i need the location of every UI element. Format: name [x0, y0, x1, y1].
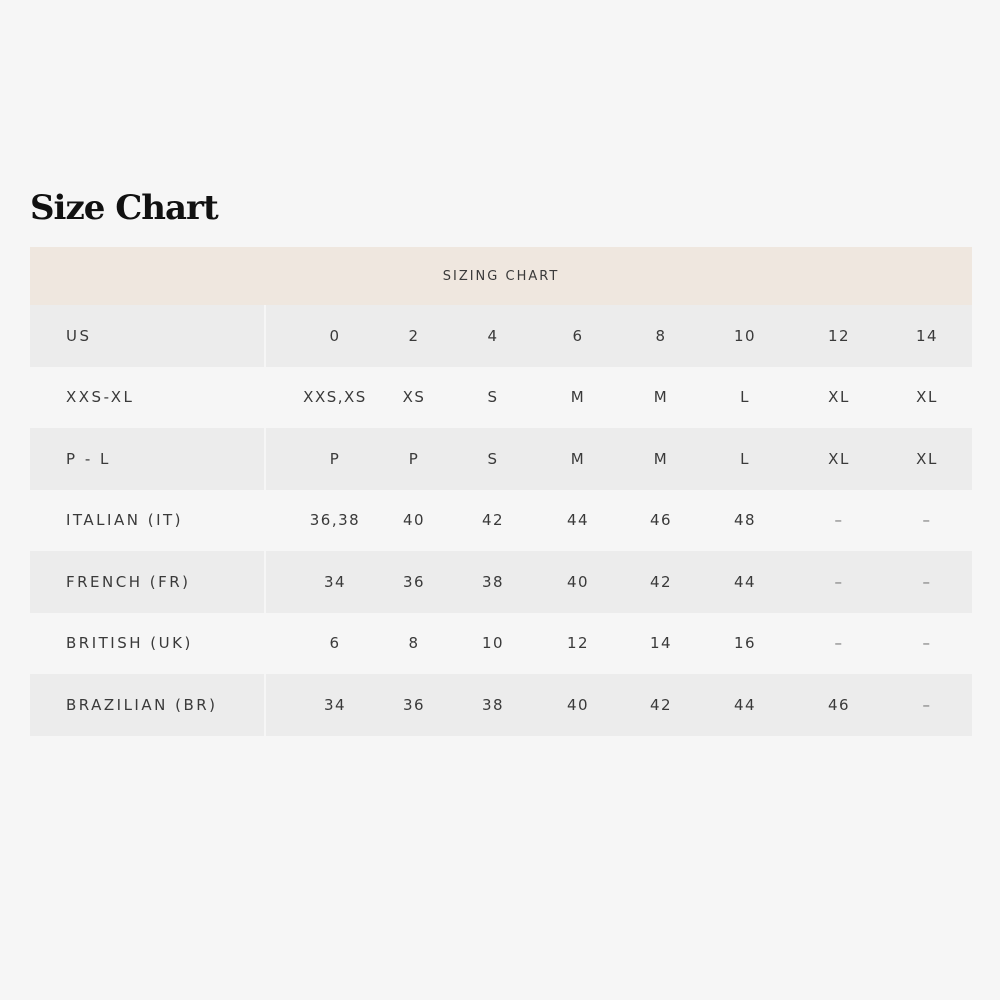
table-row	[30, 551, 972, 613]
row-label: XXS-XL	[30, 367, 266, 429]
table-cell: 10	[481, 634, 505, 653]
table-cell: 14	[649, 634, 673, 653]
row-label: BRAZILIAN (BR)	[30, 674, 266, 736]
table-cell: XL	[828, 449, 850, 468]
table-row	[30, 674, 972, 736]
table-cell: XL	[828, 388, 850, 407]
row-cells	[266, 490, 972, 552]
table-cell: 6	[329, 634, 341, 653]
row-cells	[266, 367, 972, 429]
row-cells	[266, 305, 972, 367]
table-cell: 40	[566, 572, 590, 591]
row-label: FRENCH (FR)	[30, 551, 266, 613]
table-cell: 46	[827, 695, 851, 714]
row-cells	[266, 428, 972, 490]
table-cell: 12	[827, 326, 851, 345]
table-cell: XXS,XS	[303, 388, 367, 407]
table-cell: 46	[649, 511, 673, 530]
table-cell: –	[834, 634, 844, 653]
table-cell: 36	[402, 572, 426, 591]
table-cell: M	[570, 388, 586, 407]
table-cell: 40	[566, 695, 590, 714]
table-cell: M	[653, 449, 669, 468]
table-body	[30, 305, 972, 736]
table-cell: –	[834, 511, 844, 530]
table-cell: 38	[481, 572, 505, 591]
table-cell: 12	[566, 634, 590, 653]
table-cell: XL	[916, 388, 938, 407]
table-cell: P	[329, 449, 341, 468]
table-cell: 34	[323, 695, 347, 714]
table-cell: 40	[402, 511, 426, 530]
table-row	[30, 367, 972, 429]
table-cell: 48	[733, 511, 757, 530]
table-cell: 36	[402, 695, 426, 714]
table-cell: 42	[481, 511, 505, 530]
table-cell: P	[408, 449, 420, 468]
table-cell: 34	[323, 572, 347, 591]
table-cell: 44	[733, 572, 757, 591]
table-cell: 14	[915, 326, 939, 345]
table-cell: –	[834, 572, 844, 591]
table-cell: –	[922, 695, 932, 714]
table-cell: 36,38	[309, 511, 361, 530]
table-cell: L	[740, 449, 750, 468]
table-cell: 16	[733, 634, 757, 653]
row-label: P - L	[30, 428, 266, 490]
table-row	[30, 613, 972, 675]
table-cell: 6	[572, 326, 584, 345]
table-cell: 8	[408, 634, 420, 653]
table-cell: 8	[655, 326, 667, 345]
table-cell: 44	[566, 511, 590, 530]
table-cell: 44	[733, 695, 757, 714]
table-cell: XL	[916, 449, 938, 468]
row-label: BRITISH (UK)	[30, 613, 266, 675]
table-cell: S	[487, 388, 499, 407]
table-cell: 38	[481, 695, 505, 714]
table-cell: 10	[733, 326, 757, 345]
table-cell: –	[922, 634, 932, 653]
row-cells	[266, 551, 972, 613]
table-cell: S	[487, 449, 499, 468]
table-cell: 42	[649, 572, 673, 591]
row-cells	[266, 613, 972, 675]
table-cell: L	[740, 388, 750, 407]
table-row	[30, 490, 972, 552]
table-cell: –	[922, 511, 932, 530]
sizing-table	[30, 247, 972, 736]
table-header: SIZING CHART	[30, 247, 972, 305]
table-row	[30, 428, 972, 490]
table-cell: XS	[402, 388, 426, 407]
table-row	[30, 305, 972, 367]
page-title: Size Chart	[30, 188, 218, 228]
table-cell: –	[922, 572, 932, 591]
row-label: ITALIAN (IT)	[30, 490, 266, 552]
table-cell: 2	[408, 326, 420, 345]
table-cell: M	[570, 449, 586, 468]
table-cell: 4	[487, 326, 499, 345]
row-cells	[266, 674, 972, 736]
table-cell: M	[653, 388, 669, 407]
table-cell: 0	[329, 326, 341, 345]
row-label: US	[30, 305, 266, 367]
table-cell: 42	[649, 695, 673, 714]
